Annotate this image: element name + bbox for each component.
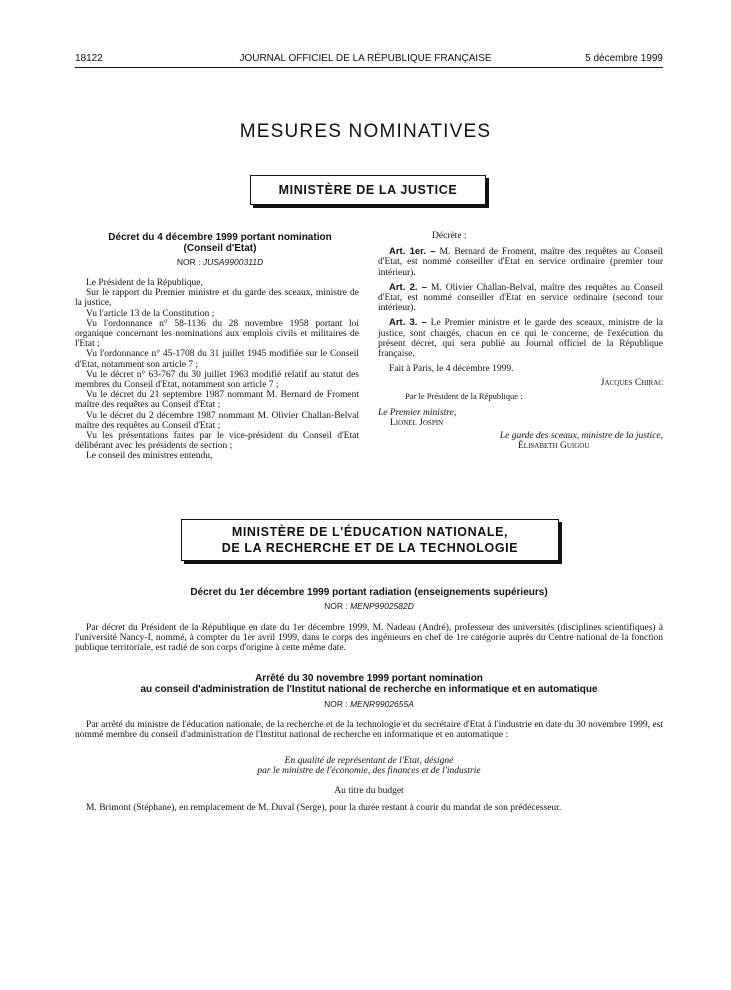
page-number: 18122 [75,53,103,64]
par-le-president: Par le Président de la République : [405,390,523,401]
arrete-paragraph: Par arrêté du ministre de l'éducation nationale, de la recherche et de la technologie et du secrétaire d'Etat à l'industrie en date du 30 novembre 1999, est nommé membre du conseil d'administration de l'Institut national de recherche en informatique et en automatique : [75,720,663,741]
president-signature: Jacques Chirac [600,378,663,389]
arrete-title-line1: Arrêté du 30 novembre 1999 portant nomination [255,673,483,684]
member-paragraph: M. Brimont (Stéphane), en remplacement de M. Duval (Serge), pour la durée restant à courir du mandat de son prédécesseur. [86,803,562,813]
justice-decree-title [75,232,365,254]
pm-name: Lionel Jospin [390,418,444,429]
article-2-label: Art. 2. – [389,281,428,293]
ministry-justice-box [250,175,486,205]
nor-label: NOR : [176,257,201,267]
article-1-label: Art. 1er. – [389,246,436,258]
arrete-title-line2: au conseil d'administration de l'Institut national de recherche en informatique et en automatique [140,684,598,695]
ministry-education-box [181,519,559,561]
nor-code: MENR9902655A [350,699,414,709]
article-3 [378,318,663,359]
issue-date: 5 décembre 1999 [585,53,663,64]
budget-heading: Au titre du budget [334,786,404,796]
arrete-text [75,720,663,740]
section-title: MESURES NOMINATIVES [239,121,492,142]
ministry-education-line1: MINISTÈRE DE L'ÉDUCATION NATIONALE, [231,525,509,539]
qualite-line1: En qualité de représentant de l'Etat, désigné [284,756,454,766]
arrete-nor [75,699,663,709]
education-decree-title: Décret du 1er décembre 1999 portant radiation (enseignements supérieurs) [190,587,548,598]
visa-paragraph: Vu le décret n° 63-767 du 30 juillet 1963 modifié relatif au statut des membres du Conseil d'Etat, notamment son article 7 ; [75,369,359,391]
article-2-text: M. Olivier Challan-Belval, maître des requêtes au Conseil d'Etat, est nommé conseiller d'Etat en service ordinaire (second tour intérieur). [378,282,663,314]
justice-decree-title-line1: Décret du 4 décembre 1999 portant nomination [108,232,332,243]
visa-paragraph: Le conseil des ministres entendu, [86,451,213,462]
article-1 [378,247,663,278]
header-rule [75,67,663,68]
justice-right-column [378,231,663,452]
ministry-education-line2: DE LA RECHERCHE ET DE LA TECHNOLOGIE [221,541,519,555]
education-decree-nor [75,601,663,611]
garde-name: Élisabeth Guigou [518,441,590,452]
article-3-text: Le Premier ministre et le garde des sceaux, ministre de la justice, sont chargés, chacun en ce qui le concerne, de l'exécution du présent décret, qui sera publié au Journal officiel de la République française. [378,318,663,360]
member-line [75,803,663,813]
visa-paragraph: Vu l'ordonnance n° 58-1136 du 28 novembre 1958 portant loi organique concernant les nominations aux emplois civils et militaires de l'Etat ; [75,318,359,350]
nor-label: NOR : [324,601,348,611]
nor-code: MENP9902582D [350,601,414,611]
arrete-title [75,673,663,695]
justice-nor [75,257,365,267]
visa-paragraph: Vu le décret du 21 septembre 1987 nommant M. Bernard de Froment maître des requêtes au Conseil d'Etat ; [75,390,359,411]
pm-title: Le Premier ministre, [378,407,457,418]
garde-title: Le garde des sceaux, ministre de la justice, [499,431,663,442]
justice-decree-title-line2: (Conseil d'Etat) [183,243,257,254]
journal-title: JOURNAL OFFICIEL DE LA RÉPUBLIQUE FRANÇAISE [239,53,492,64]
visa-paragraph: Vu l'article 13 de la Constitution ; [86,308,215,319]
qualite-block [75,756,663,776]
qualite-line2: par le ministre de l'économie, des finances et de l'industrie [257,766,481,777]
decrete-label: Décrète : [432,231,467,241]
visa-paragraph: Vu l'ordonnance n° 45-1708 du 31 juillet 1945 modifiée sur le Conseil d'Etat, notamment son article 7 ; [75,349,359,370]
visa-paragraph: Vu le décret du 2 décembre 1987 nommant M. Olivier Challan-Belval maître des requêtes au Conseil d'Etat ; [75,410,359,431]
article-2 [378,283,663,314]
nor-label: NOR : [324,699,348,709]
fait-line: Fait à Paris, le 4 décembre 1999. [389,364,514,375]
decree-paragraph: Par décret du Président de la République en date du 1er décembre 1999, M. Nadeau (André), professeur des universités (disciplines scientifiques) à l'université Nancy-I, nommé, à compter du 1er avril 1999, dans le corps des ingénieurs en chef de 1re catégorie auprès du Centre national de la fonction publique territoriale, est radié de son corps d'origine à cette même date. [75,623,663,654]
nor-code: JUSA9900311D [202,257,264,267]
visa-paragraph: Vu les présentations faites par le vice-président du Conseil d'Etat délibérant avec les présidents de section ; [75,431,359,452]
article-1-text: M. Bernard de Froment, maître des requêtes au Conseil d'Etat, est nommé conseiller d'Etat en service ordinaire (premier tour intérieur). [378,247,664,278]
justice-visas [75,278,359,462]
visa-paragraph: Sur le rapport du Premier ministre et du garde des sceaux, ministre de la justice, [75,288,359,309]
ministry-justice-title: MINISTÈRE DE LA JUSTICE [278,183,458,197]
education-decree-text [75,623,663,654]
article-3-label: Art. 3. – [389,317,427,329]
visa-paragraph: Le Président de la République, [86,278,203,288]
